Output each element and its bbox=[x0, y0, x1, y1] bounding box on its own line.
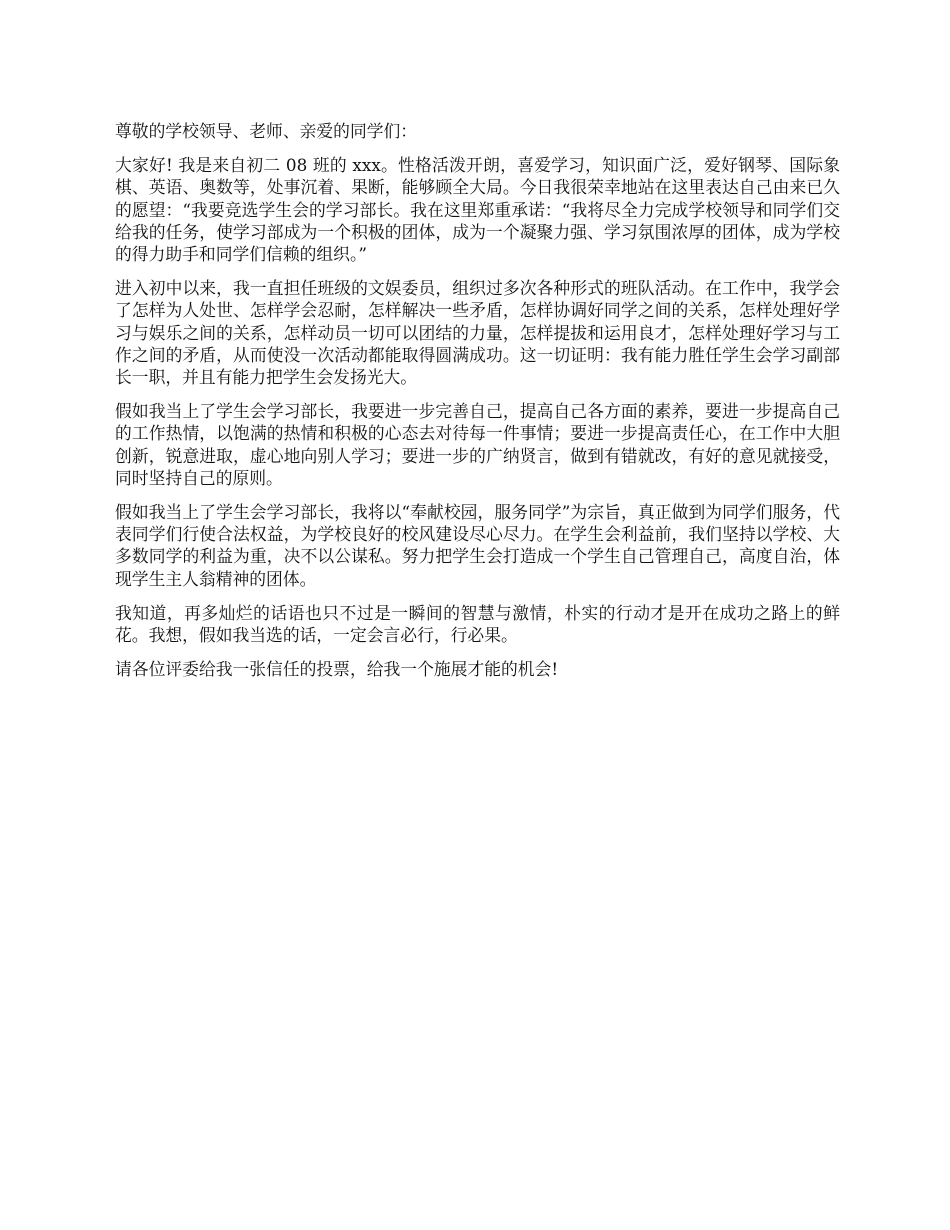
paragraph-service-principle: 假如我当上了学生会学习部长，我将以“奉献校园，服务同学”为宗旨，真正做到为同学们服务，代表同学们行使合法权益，为学校良好的校风建设尽心尽力。在学生会利益前，我们坚持以学校、大多数同学的利益为重，决不以公谋私。努力把学生会打造成一个学生自己管理自己，高度自治，体现学生主人翁精神的团体。 bbox=[115, 502, 840, 589]
salutation: 尊敬的学校领导、老师、亲爱的同学们： bbox=[115, 121, 418, 141]
paragraph-introduction: 大家好! 我是来自初二 08 班的 xxx。性格活泼开朗，喜爱学习，知识面广泛，爱好钢琴、国际象棋、英语、奥数等，处事沉着、果断，能够顾全大局。今日我很荣幸地站在这里表达自己由来已久的愿望：“我要竞选学生会的学习部长。我在这里郑重承诺：“我将尽全力完成学校领导和同学们交给我的任务，使学习部成为一个积极的团体，成为一个凝聚力强、学习氛围浓厚的团体，成为学校的得力助手和同学们信赖的组织。” bbox=[115, 155, 840, 265]
paragraph-commitment: 我知道，再多灿烂的话语也只不过是一瞬间的智慧与激情，朴实的行动才是开在成功之路上的鲜花。我想，假如我当选的话，一定会言必行，行必果。 bbox=[115, 602, 840, 646]
paragraph-experience: 进入初中以来，我一直担任班级的文娱委员，组织过多次各种形式的班队活动。在工作中，我学会了怎样为人处世、怎样学会忍耐，怎样解决一些矛盾，怎样协调好同学之间的关系，怎样处理好学习与娱乐之间的关系，怎样动员一切可以团结的力量，怎样提拔和运用良才，怎样处理好学习与工作之间的矛盾，从而使没一次活动都能取得圆满成功。这一切证明：我有能力胜任学生会学习副部长一职，并且有能力把学生会发扬光大。 bbox=[115, 278, 840, 388]
document-page bbox=[115, 120, 840, 692]
paragraph-closing-request: 请各位评委给我一张信任的投票，给我一个施展才能的机会! bbox=[115, 659, 559, 680]
paragraph-self-improvement: 假如我当上了学生会学习部长，我要进一步完善自己，提高自己各方面的素养，要进一步提高自己的工作热情，以饱满的热情和积极的心态去对待每一件事情；要进一步提高责任心，在工作中大胆创新，锐意进取，虚心地向别人学习；要进一步的广纳贤言，做到有错就改，有好的意见就接受，同时坚持自己的原则。 bbox=[115, 401, 840, 488]
